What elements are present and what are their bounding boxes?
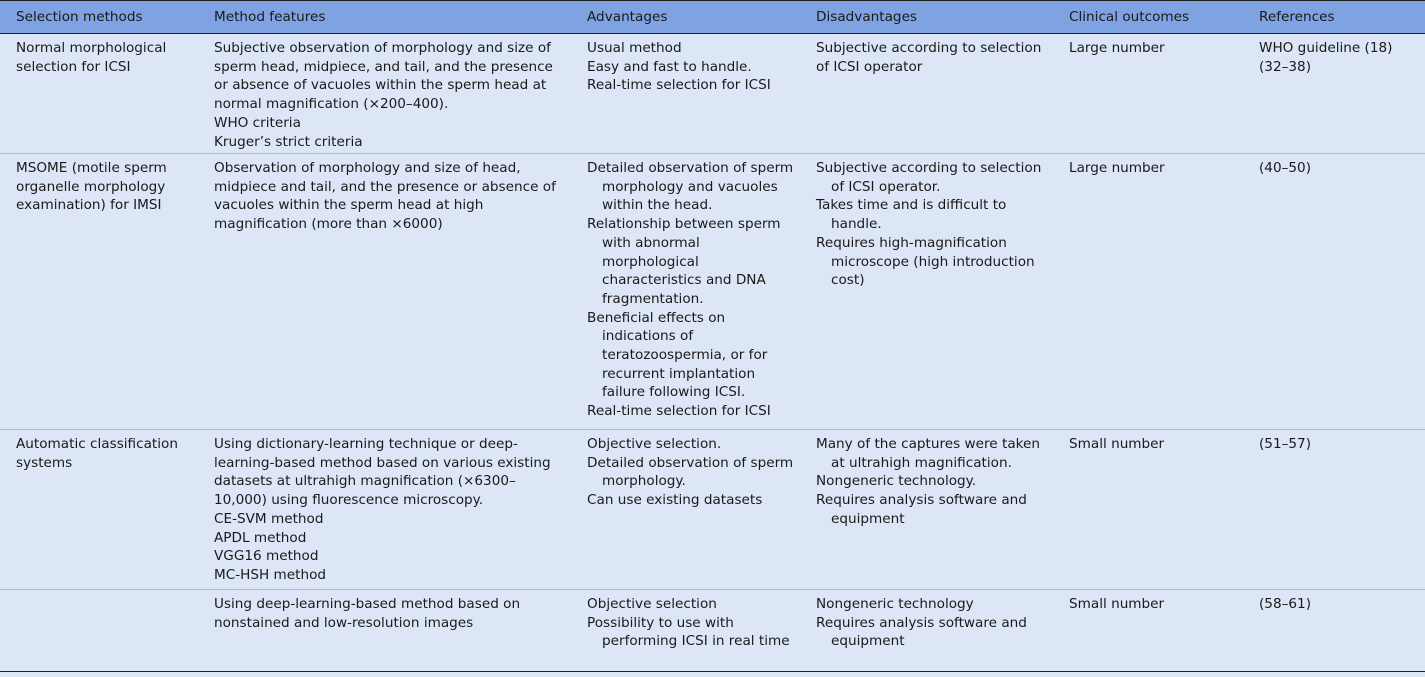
cell-references: WHO guideline (18) (32–38) <box>1243 34 1425 154</box>
table-row <box>0 154 1425 430</box>
table-row <box>0 34 1425 154</box>
cell-advantages: Usual method Easy and fast to handle. Real-time selection for ICSI <box>571 34 800 154</box>
cell-references: (51–57) <box>1243 430 1425 590</box>
cell-advantages: Objective selection. Detailed observation of sperm morphology. Can use existing datasets <box>571 430 800 590</box>
cell-method: MSOME (motile sperm organelle morphology examination) for IMSI <box>0 154 198 430</box>
cell-disadvantages: Subjective according to selection of ICSI operator. Takes time and is difficult to handle. Requires high-magnification microscope (high introduction cost) <box>800 154 1053 430</box>
header-references: References <box>1243 1 1425 34</box>
cell-method: Automatic classification systems <box>0 430 198 590</box>
cell-outcomes: Large number <box>1053 154 1243 430</box>
cell-method <box>0 590 198 672</box>
header-clinical-outcomes: Clinical outcomes <box>1053 1 1243 34</box>
header-method-features: Method features <box>198 1 571 34</box>
cell-features: Using dictionary-learning technique or deep-learning-based method based on various existing datasets at ultrahigh magnification (×6300–10,000) using fluorescence microscopy. CE-SVM method APDL method VGG16 method MC-HSH method <box>198 430 571 590</box>
cell-disadvantages: Subjective according to selection of ICSI operator <box>800 34 1053 154</box>
cell-references: (40–50) <box>1243 154 1425 430</box>
header-selection-methods: Selection methods <box>0 1 198 34</box>
cell-advantages: Detailed observation of sperm morphology and vacuoles within the head. Relationship between sperm with abnormal morphological characteristics and DNA fragmentation. Beneficial effects on indications of teratozoospermia, or for recurrent implantation failure following ICSI. Real-time selection for ICSI <box>571 154 800 430</box>
header-advantages: Advantages <box>571 1 800 34</box>
cell-method: Normal morphological selection for ICSI <box>0 34 198 154</box>
cell-features: Using deep-learning-based method based on nonstained and low-resolution images <box>198 590 571 672</box>
cell-outcomes: Small number <box>1053 590 1243 672</box>
table-row <box>0 590 1425 672</box>
header-disadvantages: Disadvantages <box>800 1 1053 34</box>
cell-outcomes: Small number <box>1053 430 1243 590</box>
header-row <box>0 1 1425 34</box>
cell-disadvantages: Nongeneric technology Requires analysis software and equipment <box>800 590 1053 672</box>
table-row <box>0 430 1425 590</box>
cell-disadvantages: Many of the captures were taken at ultrahigh magnification. Nongeneric technology. Requires analysis software and equipment <box>800 430 1053 590</box>
cell-advantages: Objective selection Possibility to use with performing ICSI in real time <box>571 590 800 672</box>
cell-features: Subjective observation of morphology and size of sperm head, midpiece, and tail, and the presence or absence of vacuoles within the sperm head at normal magnification (×200–400). WHO criteria Kruger’s strict criteria <box>198 34 571 154</box>
cell-features: Observation of morphology and size of head, midpiece and tail, and the presence or absence of vacuoles within the sperm head at high magnification (more than ×6000) <box>198 154 571 430</box>
cell-outcomes: Large number <box>1053 34 1243 154</box>
cell-references: (58–61) <box>1243 590 1425 672</box>
